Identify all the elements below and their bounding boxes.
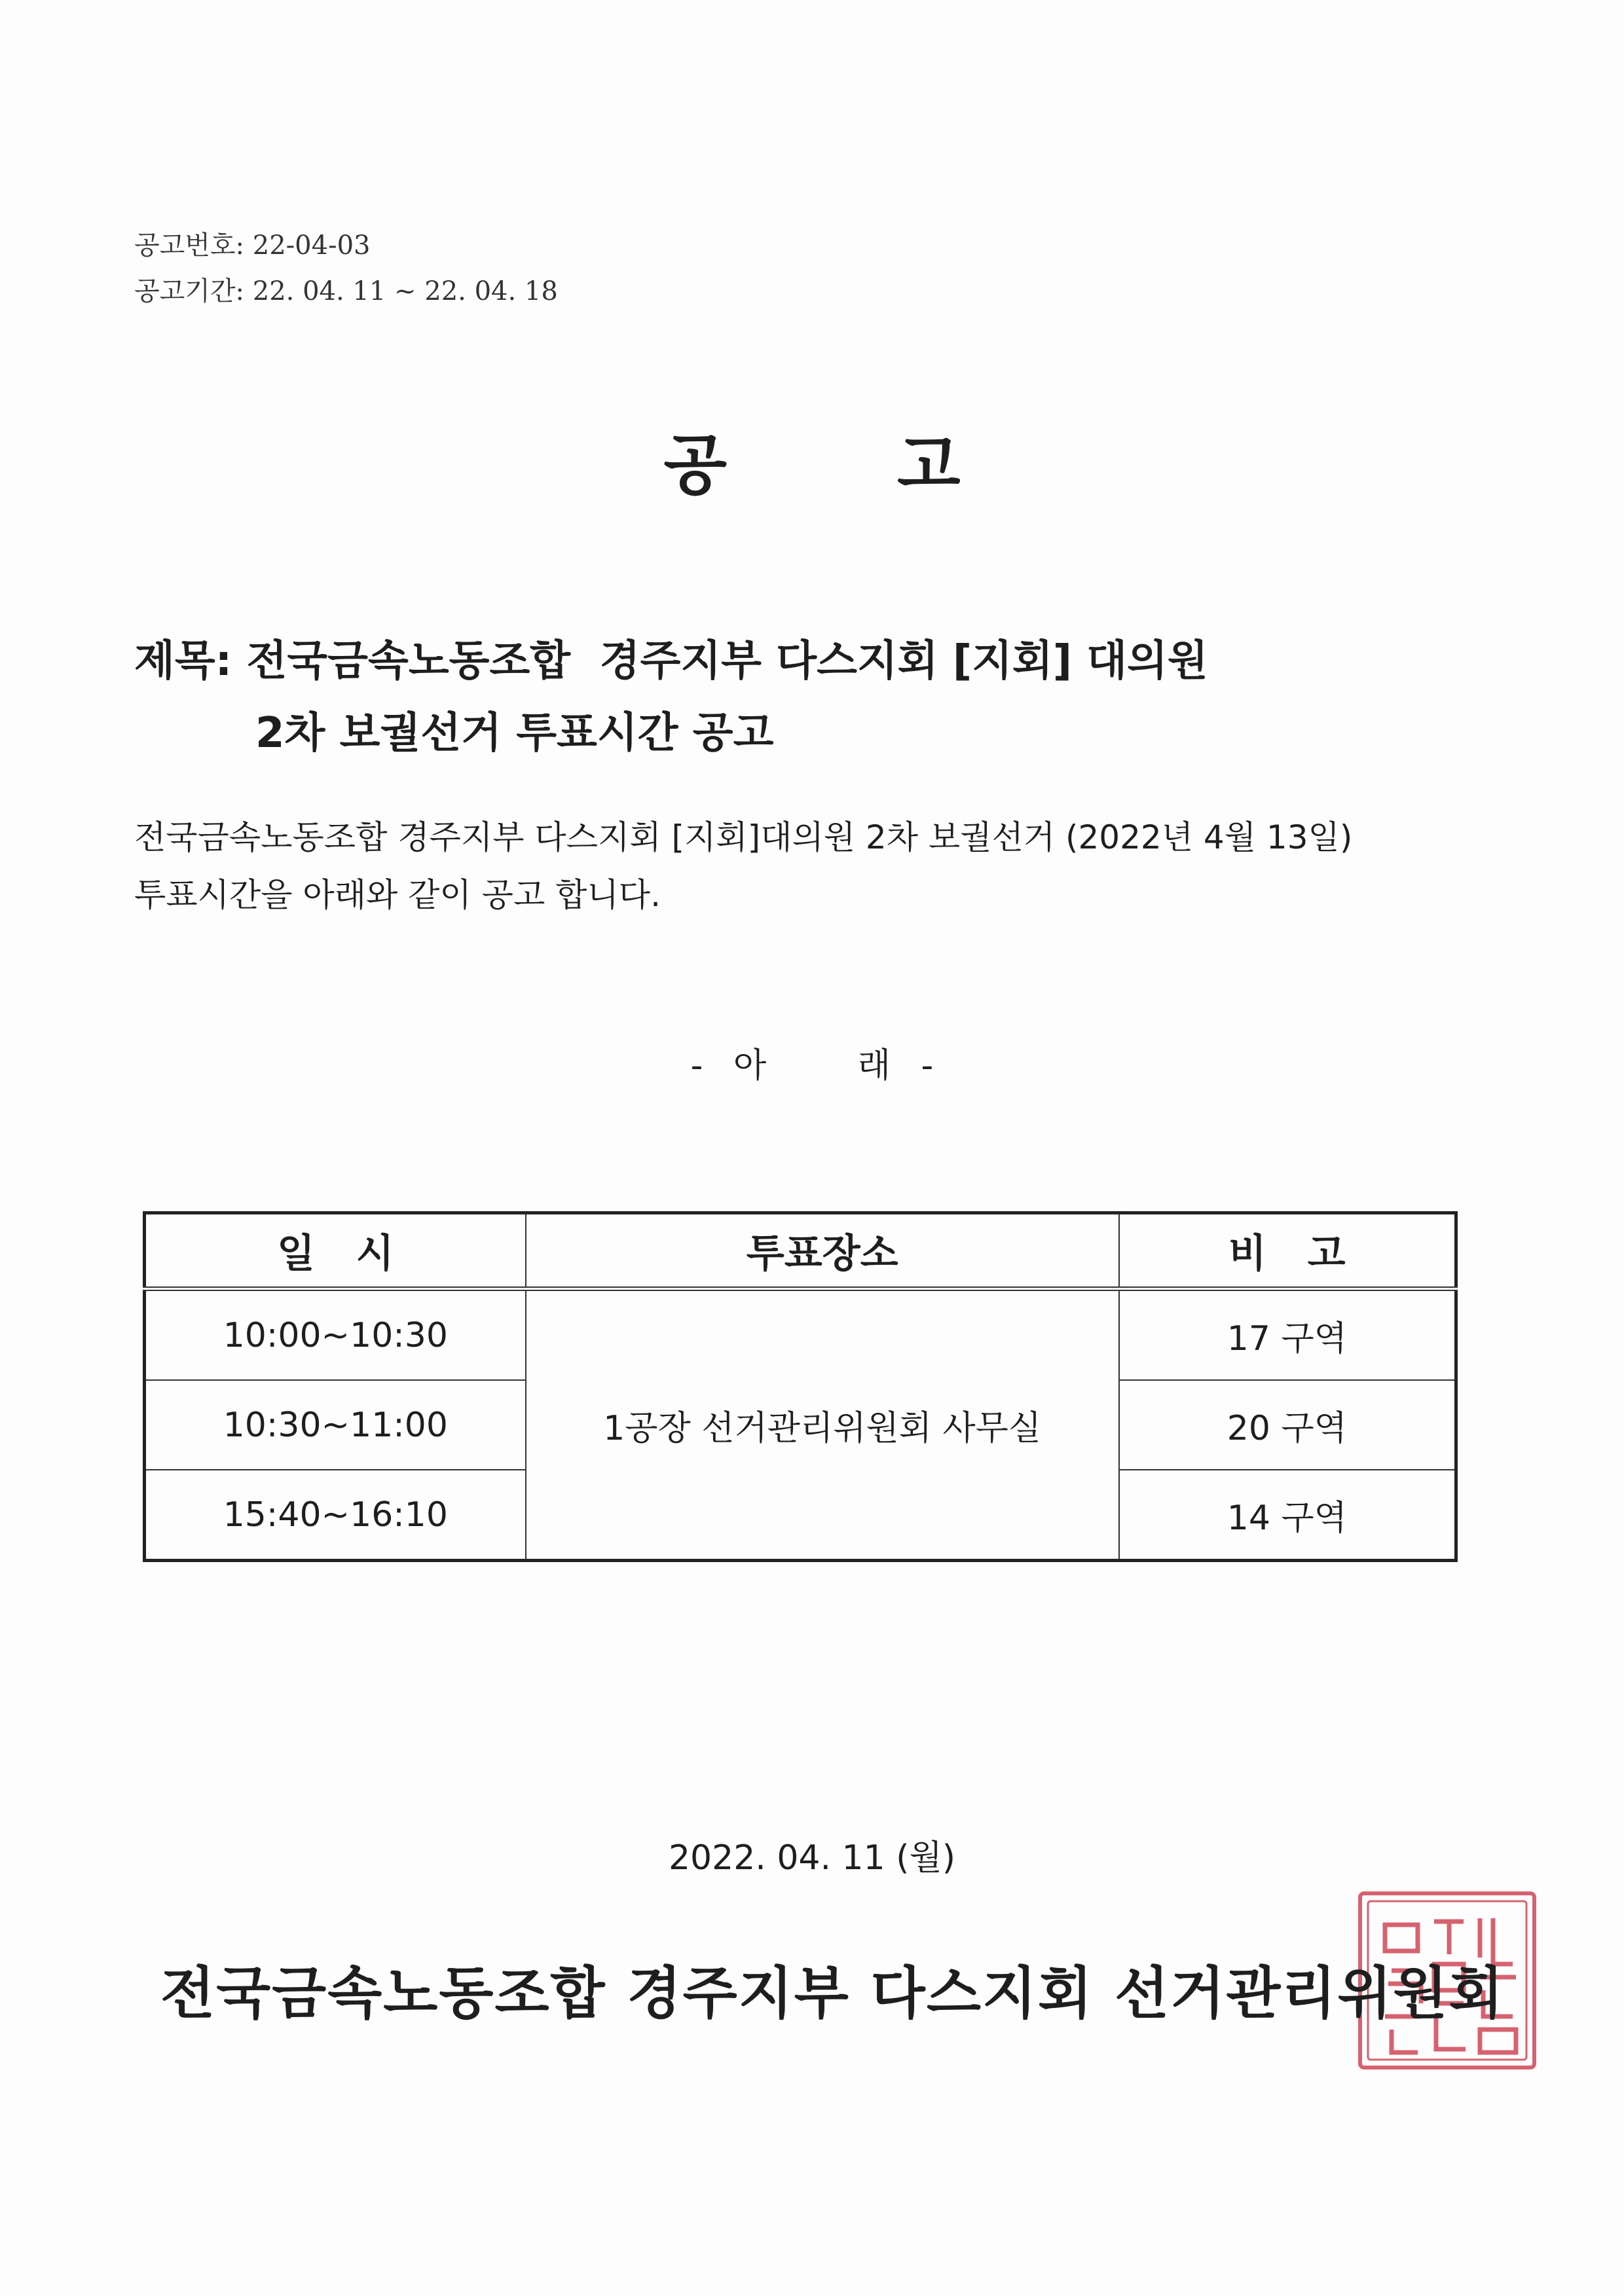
note-cell: 14 구역 [1119, 1470, 1456, 1561]
header-time: 일 시 [145, 1213, 526, 1289]
issuer-signature: 전국금속노동조합 경주지부 다스지회 선거관리위원회 [160, 1961, 1505, 2026]
note-cell: 17 구역 [1119, 1289, 1456, 1381]
note-cell: 20 구역 [1119, 1380, 1456, 1470]
notice-number: 공고번호: 22-04-03 [134, 230, 371, 261]
title-char-2: 고 [897, 427, 961, 503]
title-char-1: 공 [663, 427, 727, 503]
body-text [134, 809, 1464, 924]
table-header-row [145, 1213, 1456, 1289]
notice-meta [134, 223, 558, 314]
notice-period: 공고기간: 22. 04. 11 ~ 22. 04. 18 [134, 276, 558, 306]
page-title [0, 412, 1624, 507]
schedule-table [143, 1211, 1458, 1562]
subject [134, 625, 1208, 769]
table-row [145, 1289, 1456, 1381]
header-note: 비 고 [1119, 1213, 1456, 1289]
subject-line-1: 제목: 전국금속노동조합 경주지부 다스지회 [지회] 대의원 [134, 637, 1208, 685]
document-date: 2022. 04. 11 (월) [668, 1838, 956, 1878]
notice-heading: - 아 래 - [690, 1046, 934, 1085]
place-cell: 1공장 선거관리위원회 사무실 [526, 1289, 1119, 1561]
time-cell: 10:30~11:00 [145, 1380, 526, 1470]
time-cell: 15:40~16:10 [145, 1470, 526, 1561]
header-place: 투표장소 [526, 1213, 1119, 1289]
time-cell: 10:00~10:30 [145, 1289, 526, 1381]
body-line-2: 투표시간을 아래와 같이 공고 합니다. [134, 876, 661, 914]
subject-line-2: 2차 보궐선거 투표시간 공고 [255, 709, 774, 757]
body-line-1: 전국금속노동조합 경주지부 다스지회 [지회]대의원 2차 보궐선거 (2022년 4월 13일) [134, 818, 1353, 856]
